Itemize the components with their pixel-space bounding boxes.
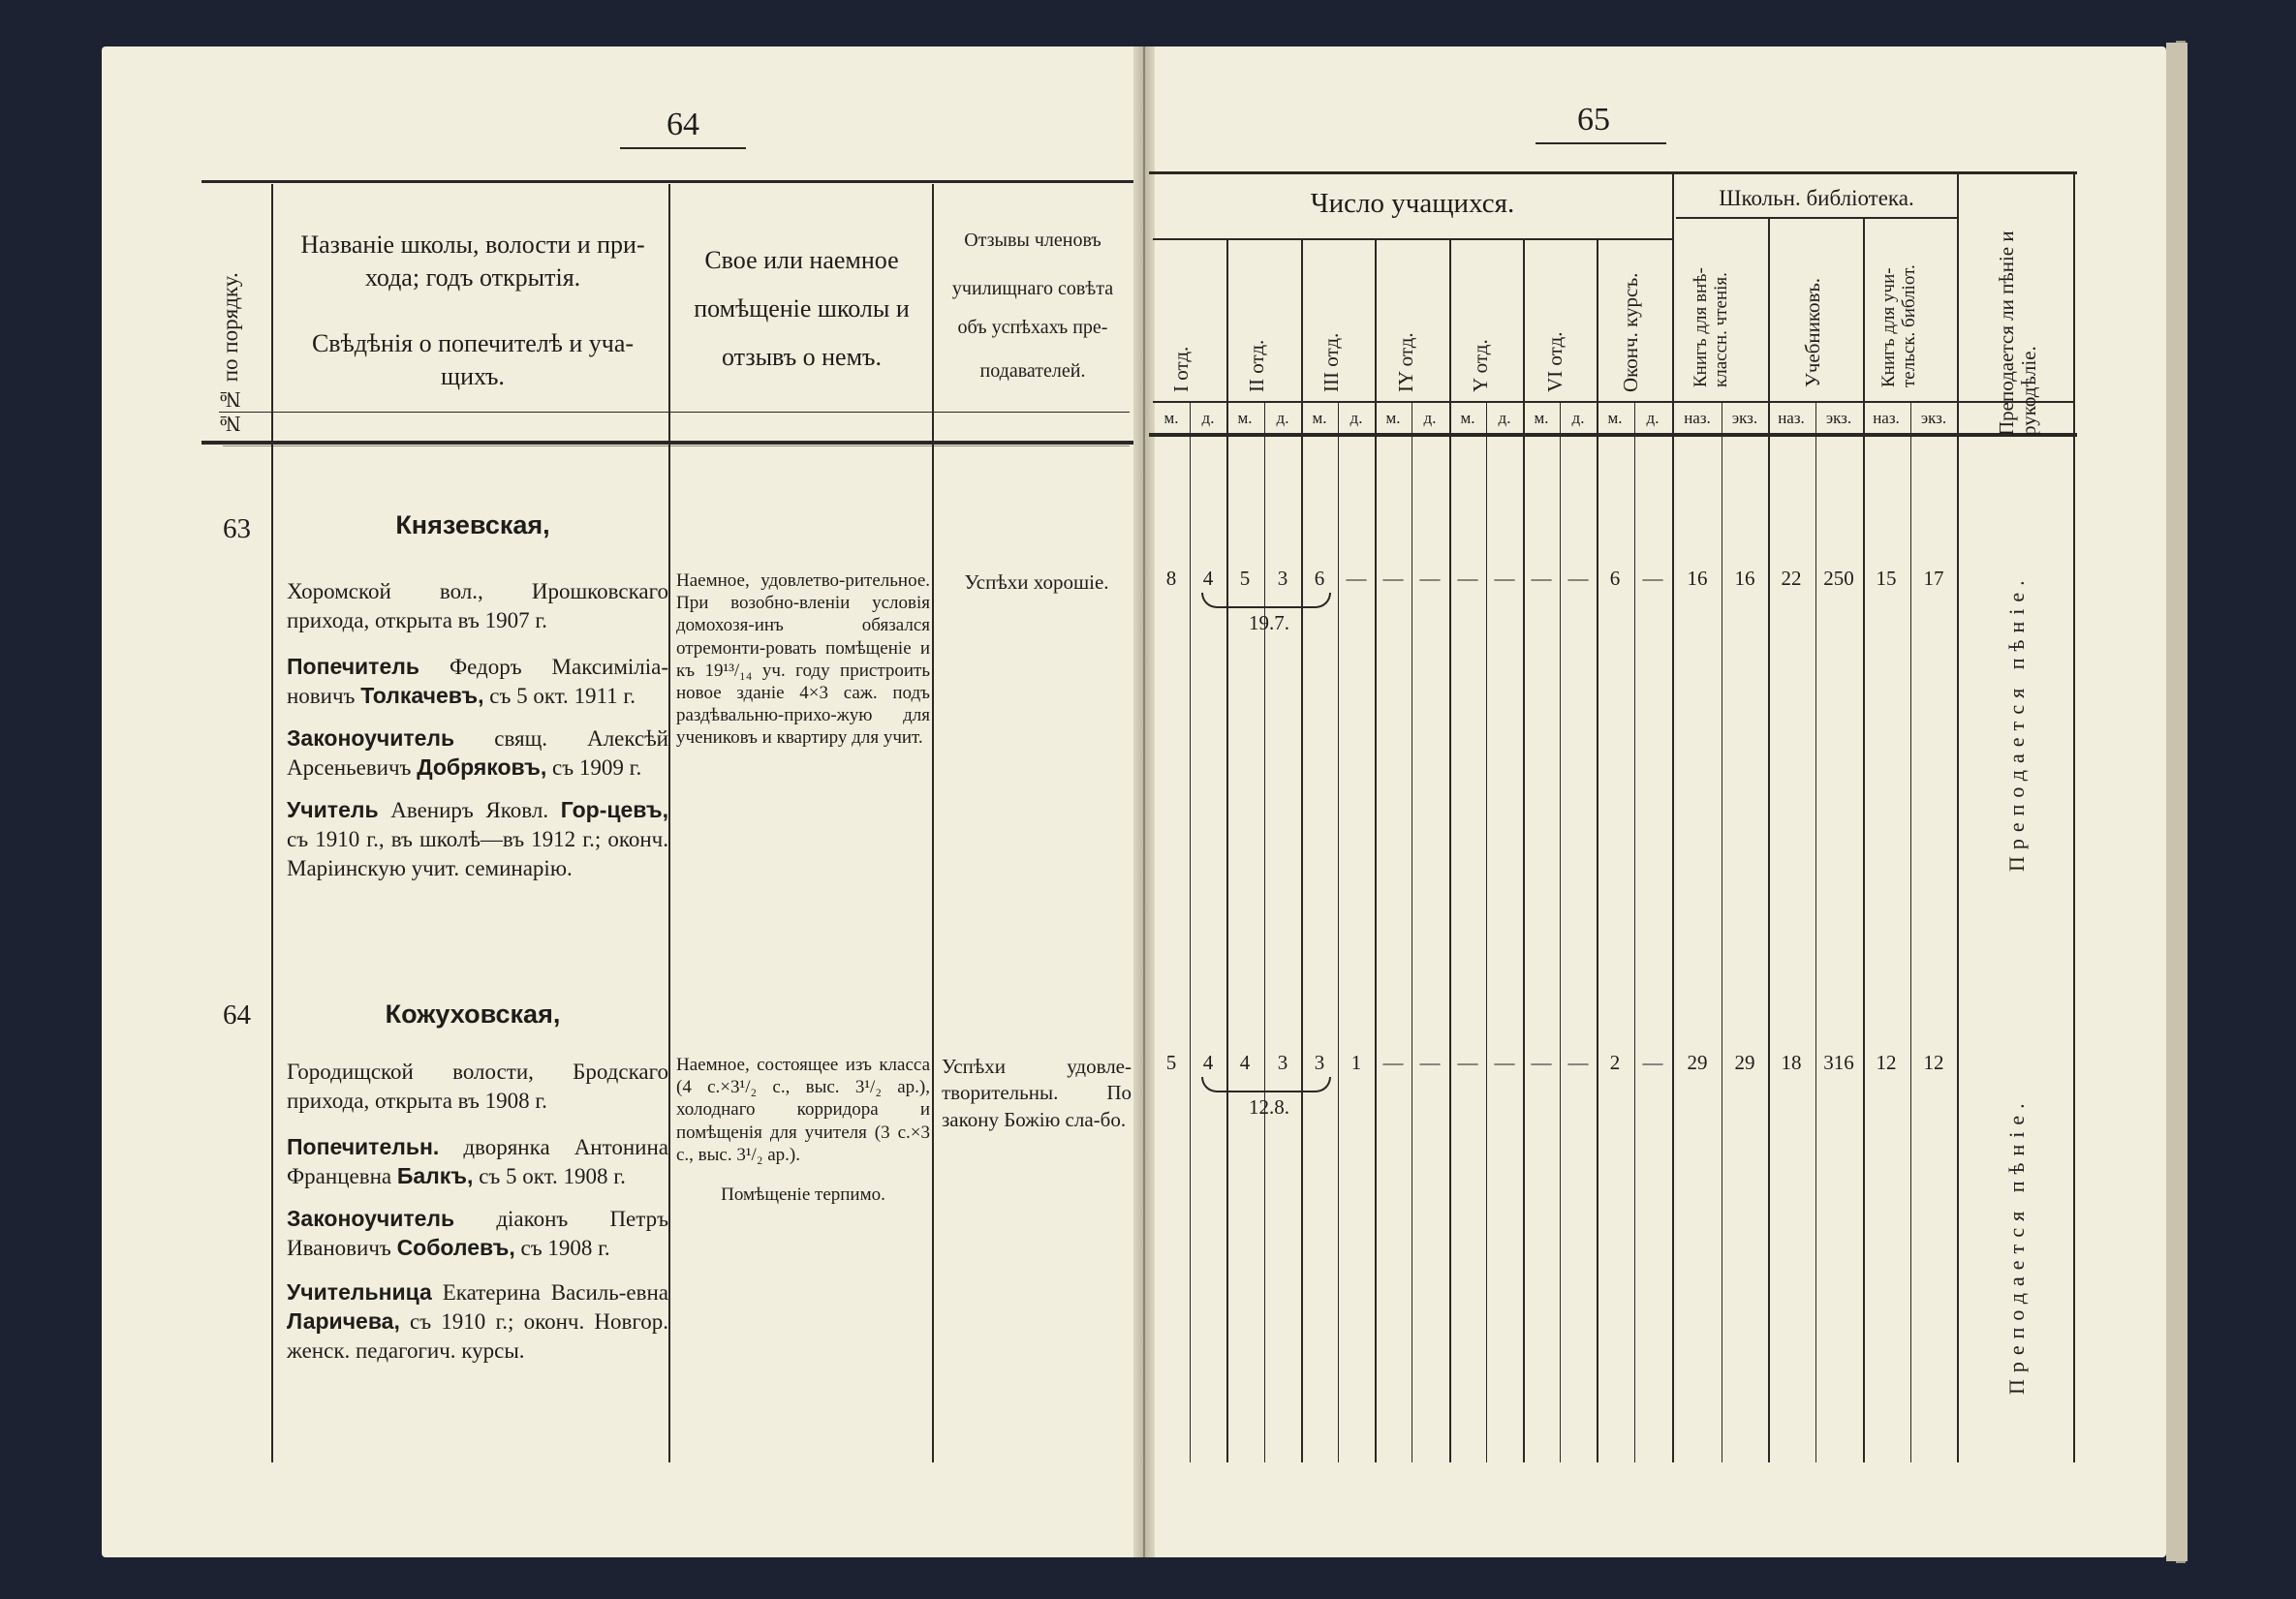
school-name: Кожуховская,: [385, 999, 561, 1029]
md-label: м.: [1607, 409, 1623, 427]
lib-sub-rule: [1815, 401, 1816, 1462]
priest-surname: Добряковъ,: [417, 753, 547, 780]
header-reviews-3: объ успѣхахъ пре-: [957, 317, 1108, 338]
header-sub-rule: [219, 412, 1130, 413]
table-top-rule: [1149, 171, 2077, 174]
library-cell: 250: [1823, 567, 1854, 590]
header-dept-1: I отд.: [1169, 346, 1193, 392]
header-name-3: Свѣдѣнія о попечителѣ и уча-: [311, 329, 635, 357]
lib-col-rule: [1768, 219, 1770, 1462]
header-bottom-rule: [1149, 433, 2077, 437]
count-cell: —: [1642, 567, 1663, 590]
md-label: м.: [1385, 409, 1401, 427]
count-cell: 6: [1314, 567, 1325, 590]
priest-text: свящ. Алексѣй Арсеньевичъ: [287, 726, 668, 780]
premises-text: Наемное, состоящее изъ класса (4 с.×3¹/₂ с., выс. 3¹/₂ ар.), холоднаго корридора и помѣщенія для учителя (3 с.×3 с., выс. 3¹/₂ ар.).: [676, 1055, 930, 1165]
trustee-surname: Балкъ,: [396, 1162, 474, 1188]
count-cell: —: [1567, 1051, 1589, 1074]
trustee-surname: Толкачевъ,: [360, 682, 484, 708]
count-cell: —: [1419, 1051, 1441, 1074]
count-cell: —: [1382, 567, 1404, 590]
school-teacher: [287, 1278, 668, 1366]
school-location: Городищской волости, Бродскаго прихода, открыта въ 1908 г.: [287, 1060, 668, 1113]
school-priest: [287, 724, 668, 783]
school-teacher: [287, 796, 668, 883]
count-cell: 3: [1277, 567, 1288, 590]
library-cell: 15: [1876, 567, 1897, 590]
lib-sub-label: экз.: [1731, 409, 1758, 427]
library-cell: 17: [1923, 567, 1944, 590]
singing-note: Преподается пѣніе.: [2004, 573, 2029, 872]
count-cell: 8: [1165, 567, 1177, 590]
md-label: д.: [1350, 409, 1363, 427]
count-cell: —: [1457, 1051, 1478, 1074]
library-cell: 16: [1687, 567, 1708, 590]
teacher-text: Авениръ Яковл.: [390, 798, 549, 822]
header-singing: Преподается ли пѣніе и рукодѣліе.: [1995, 231, 2041, 436]
col-rule: [1672, 174, 1674, 1462]
singing-note: Преподается пѣніе.: [2004, 1096, 2029, 1395]
school-trustee: [287, 653, 668, 711]
count-cell: —: [1531, 567, 1552, 590]
col-rule: [271, 184, 273, 1462]
count-cell: —: [1642, 1051, 1663, 1074]
md-rule: [1153, 401, 2073, 403]
count-cell: 5: [1165, 1051, 1177, 1074]
table-top-rule: [202, 180, 1133, 183]
library-cell: 18: [1781, 1051, 1802, 1074]
md-label: м.: [1237, 409, 1253, 427]
teacher-rest: съ 1910 г., въ школѣ—въ 1912 г.; оконч. Маріинскую учит. семинарію.: [287, 826, 668, 880]
total-brace: [1201, 1077, 1331, 1092]
teacher-surname: Ларичева,: [287, 1307, 400, 1334]
header-number: №№ по порядку.: [218, 272, 242, 436]
library-cell: 29: [1734, 1051, 1755, 1074]
header-lib-2: Учебниковъ.: [1801, 277, 1824, 387]
teacher-text: Екатерина Василь-евна: [442, 1280, 668, 1305]
trustee-label: Попечитель: [287, 654, 419, 679]
header-reviews-4: подавателей.: [979, 360, 1086, 382]
count-cell: 4: [1239, 1051, 1251, 1074]
row-total: 19.7.: [1249, 611, 1289, 634]
header-dept-6: VI отд.: [1543, 331, 1567, 392]
header-name-1: Названіе школы, волости и при-: [300, 231, 645, 259]
header-reviews-2: училищнаго совѣта: [951, 278, 1114, 299]
review-text: Успѣхи хорошіе.: [964, 570, 1109, 594]
header-premises-1: Свое или наемное: [704, 246, 899, 274]
count-cell: —: [1382, 1051, 1404, 1074]
page-number-left: 64: [667, 107, 699, 142]
count-cell: 6: [1609, 567, 1621, 590]
trustee-since: съ 5 окт. 1908 г.: [479, 1163, 626, 1188]
school-location: Хоромской вол., Ирошковскаго прихода, открыта въ 1907 г.: [287, 579, 668, 632]
sub-col-rule: [1560, 401, 1561, 1462]
header-dept-3: III отд.: [1319, 332, 1343, 392]
teacher-surname: Гор-цевъ,: [560, 797, 669, 822]
lib-sub-label: экз.: [1920, 409, 1947, 427]
library-cell: 316: [1823, 1051, 1854, 1074]
library-cell: 16: [1734, 567, 1755, 590]
lib-sub-label: наз.: [1684, 409, 1711, 427]
sub-col-rule: [1264, 401, 1265, 1462]
library-cell: 12: [1923, 1051, 1944, 1074]
count-cell: 1: [1350, 1051, 1362, 1074]
count-cell: —: [1346, 567, 1367, 590]
teacher-label: Учительница: [287, 1279, 432, 1305]
count-cell: 3: [1277, 1051, 1288, 1074]
priest-label: Законоучитель: [287, 1206, 455, 1231]
sub-col-rule: [1338, 401, 1339, 1462]
priest-label: Законоучитель: [287, 725, 455, 751]
trustee-label: Попечительн.: [287, 1134, 440, 1159]
md-label: д.: [1498, 409, 1511, 427]
count-cell: 3: [1314, 1051, 1325, 1074]
header-reviews-1: Отзывы членовъ: [964, 230, 1101, 251]
header-dept-2: II отд.: [1245, 339, 1268, 392]
row-number: 64: [223, 999, 251, 1030]
md-label: д.: [1276, 409, 1289, 427]
total-brace: [1201, 593, 1331, 608]
count-cell: —: [1494, 1051, 1515, 1074]
lib-col-rule: [1863, 219, 1865, 1462]
header-library: Школьн. библіотека.: [1719, 186, 1914, 210]
header-students: Число учащихся.: [1310, 188, 1515, 219]
review-text: Успѣхи удовле-творительны. По закону Божію сла-бо.: [942, 1055, 1132, 1131]
header-bottom-rule: [202, 441, 1133, 445]
col-rule: [668, 184, 670, 1462]
md-label: д.: [1201, 409, 1215, 427]
sub-col-rule: [1190, 401, 1191, 1462]
sub-col-rule: [1634, 401, 1635, 1462]
count-cell: 2: [1609, 1051, 1621, 1074]
priest-text: діаконъ Петръ Ивановичъ: [287, 1207, 668, 1260]
library-cell: 29: [1687, 1051, 1708, 1074]
trustee-since: съ 5 окт. 1911 г.: [489, 683, 636, 708]
header-name-4: щихъ.: [441, 362, 505, 390]
count-cell: —: [1567, 567, 1589, 590]
md-label: д.: [1646, 409, 1660, 427]
trustee-text: Федоръ Максиміліа-новичъ: [287, 655, 668, 708]
header-premises-2: помѣщеніе школы и: [694, 294, 910, 323]
priest-surname: Соболевъ,: [396, 1234, 515, 1260]
count-cell: —: [1457, 567, 1478, 590]
count-cell: —: [1419, 567, 1441, 590]
row-number: 63: [223, 513, 251, 544]
md-label: м.: [1312, 409, 1327, 427]
col-rule: [1957, 174, 1959, 1462]
lib-sub-label: наз.: [1778, 409, 1805, 427]
count-cell: —: [1531, 1051, 1552, 1074]
col-rule: [932, 184, 934, 1462]
library-cell: 22: [1781, 567, 1802, 590]
count-cell: 5: [1239, 567, 1251, 590]
trustee-text: дворянка Антонина Францевна: [287, 1135, 668, 1188]
count-cell: 4: [1202, 567, 1214, 590]
book-gutter: [1133, 46, 1155, 1557]
sub-col-rule: [1486, 401, 1487, 1462]
count-cell: —: [1494, 567, 1515, 590]
header-lib-1: Книгъ для внѣ-классн. чтенія.: [1691, 267, 1731, 387]
lib-sub-label: наз.: [1873, 409, 1900, 427]
premises-note: Помѣщеніе терпимо.: [721, 1184, 885, 1205]
premises-text: Наемное, удовлетво-рительное. При возобно-вленіи условія домохозя-инъ обязался отремонти-ровать помѣщеніе и къ 19¹³/₁₄ уч. году пристроить новое зданіе 4×3 саж. подъ раздѣвальню-прихо-жую для учениковъ и квартиру для учит.: [676, 570, 930, 749]
library-cell: 12: [1876, 1051, 1897, 1074]
school-trustee: [287, 1133, 668, 1191]
header-dept-7: Оконч. курсъ.: [1619, 272, 1642, 392]
header-name-2: хода; годъ открытія.: [364, 263, 581, 292]
md-label: м.: [1460, 409, 1475, 427]
md-label: д.: [1571, 409, 1585, 427]
header-dept-4: IY отд.: [1394, 332, 1417, 392]
students-sub-rule: [1153, 238, 1672, 240]
school-name: Князевская,: [395, 510, 550, 539]
teacher-rest: съ 1910 г.; оконч. Новгор. женск. педагогич. курсы.: [287, 1308, 669, 1363]
md-label: м.: [1164, 409, 1179, 427]
md-label: д.: [1423, 409, 1437, 427]
header-dept-5: Y отд.: [1469, 339, 1492, 392]
page-number-rule: [620, 147, 746, 149]
count-cell: 4: [1202, 1051, 1214, 1074]
teacher-label: Учитель: [287, 797, 379, 822]
priest-since: съ 1908 г.: [520, 1235, 610, 1260]
page-number-right: 65: [1577, 102, 1610, 138]
col-rule: [2073, 172, 2075, 1462]
row-total: 12.8.: [1249, 1095, 1289, 1119]
page-number-rule: [1536, 142, 1666, 144]
library-sub-rule: [1676, 217, 1957, 219]
school-priest: [287, 1205, 668, 1263]
header-premises-3: отзывъ о немъ.: [721, 343, 882, 371]
header-lib-3: Книгъ для учи-тельск. библіот.: [1878, 264, 1919, 387]
page-edge: [2166, 43, 2187, 1561]
priest-since: съ 1909 г.: [552, 754, 642, 780]
lib-sub-rule: [1910, 401, 1911, 1462]
md-label: м.: [1534, 409, 1549, 427]
lib-sub-label: экз.: [1825, 409, 1852, 427]
